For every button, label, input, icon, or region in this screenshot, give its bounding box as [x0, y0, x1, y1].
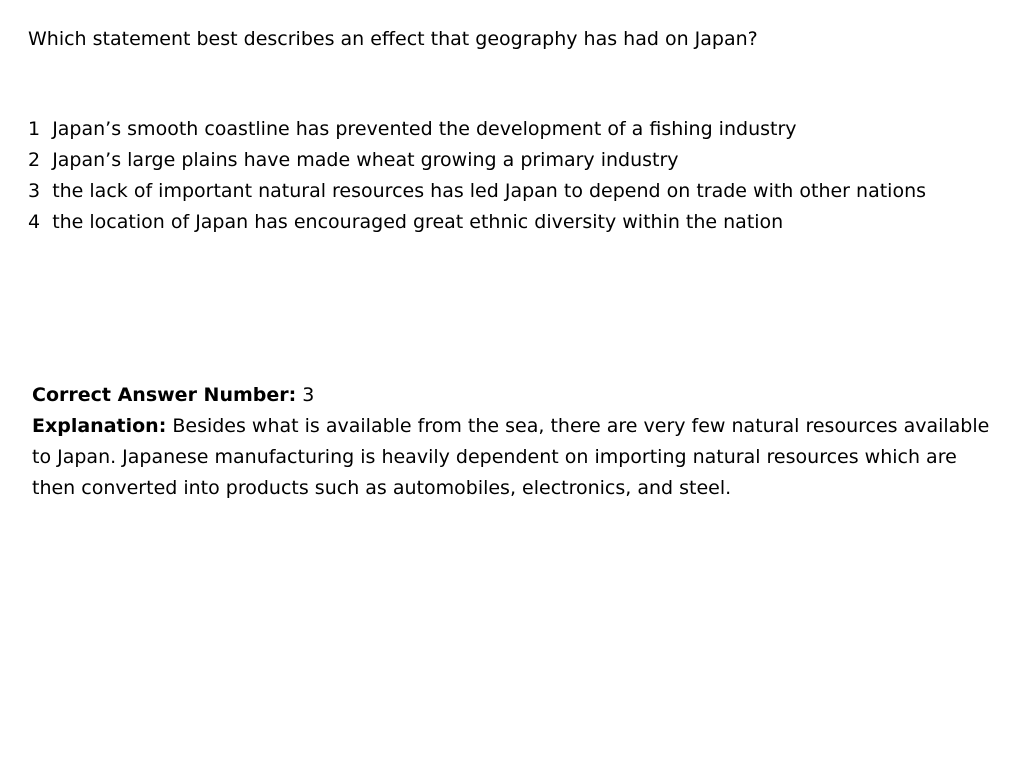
option-text: Japan’s smooth coastline has prevented the development of a fishing industry — [52, 118, 797, 140]
correct-answer-line — [32, 380, 992, 411]
option-3 — [28, 176, 988, 207]
option-text: the lack of important natural resources has led Japan to depend on trade with other nations — [52, 180, 927, 202]
option-number: 3 — [28, 180, 41, 202]
explanation-text: Besides what is available from the sea, there are very few natural resources available to Japan. Japanese manufacturing is heavily dependent on importing natural resources which are then converted into products such as automobiles, electronics, and steel. — [32, 415, 990, 499]
explanation-label: Explanation: — [32, 415, 167, 437]
option-number: 4 — [28, 211, 41, 233]
option-text: Japan’s large plains have made wheat growing a primary industry — [52, 149, 679, 171]
option-number: 1 — [28, 118, 41, 140]
option-2 — [28, 145, 988, 176]
explanation-line — [32, 411, 992, 504]
option-number: 2 — [28, 149, 41, 171]
answer-block — [32, 380, 992, 504]
option-text: the location of Japan has encouraged great ethnic diversity within the nation — [52, 211, 784, 233]
option-1 — [28, 114, 988, 145]
question-text: Which statement best describes an effect that geography has had on Japan? — [28, 28, 758, 50]
answer-options-list — [28, 114, 988, 238]
correct-answer-value: 3 — [302, 384, 315, 406]
correct-answer-label: Correct Answer Number: — [32, 384, 297, 406]
option-4 — [28, 207, 988, 238]
